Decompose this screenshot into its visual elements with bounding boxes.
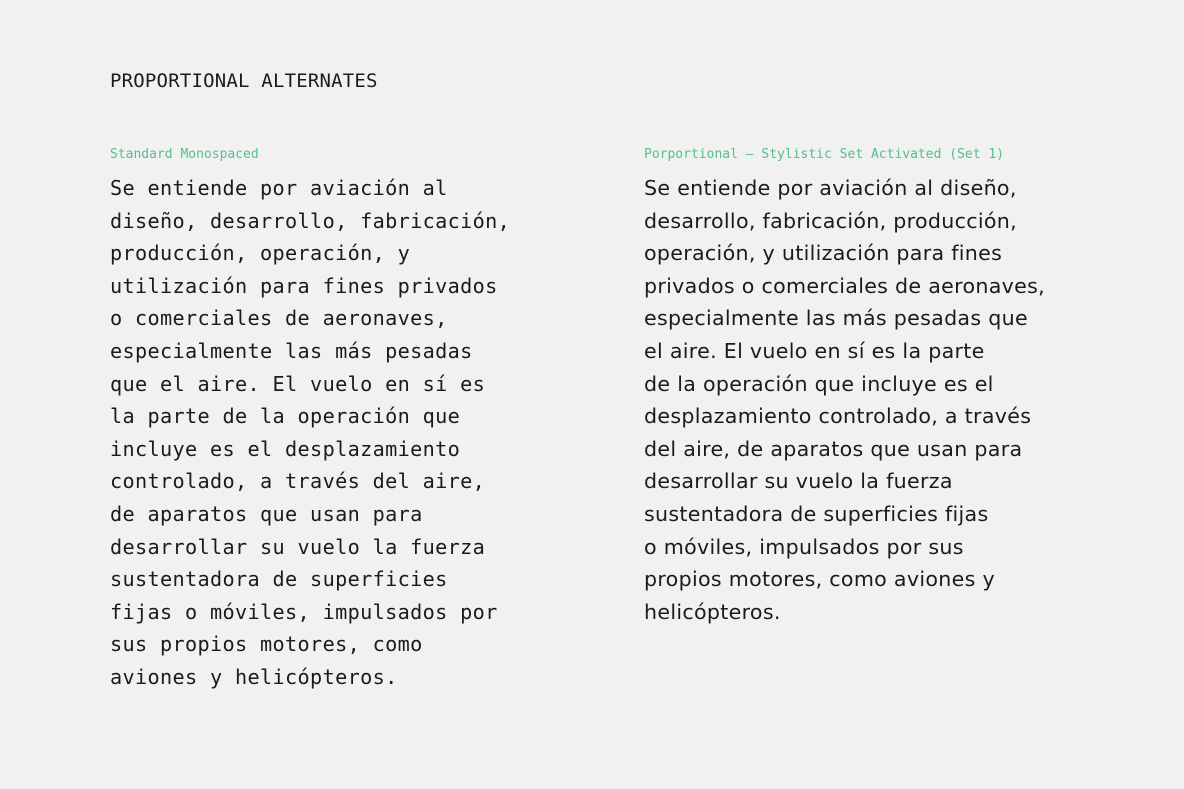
proportional-paragraph [644,172,1124,628]
paragraph-line: helicópteros. [644,599,781,624]
paragraph-line: desarrollar su vuelo la fuerza [110,534,486,559]
paragraph-line: Se entiende por aviación al [110,176,448,200]
paragraph-line: propios motores, como aviones y [644,567,995,592]
paragraph-line: especialmente las más pesadas que [644,306,1028,331]
paragraph-line: incluye es el desplazamiento [110,436,461,461]
monospaced-label: Standard Monospaced [110,147,259,162]
paragraph-line: el aire. El vuelo en sí es la parte [644,338,985,363]
paragraph-line: utilización para fines privados [110,273,498,298]
monospaced-paragraph [110,172,580,694]
paragraph-line: desarrollar su vuelo la fuerza [644,469,953,494]
proportional-label: Porportional – Stylistic Set Activated (Set 1) [644,147,1005,162]
paragraph-line: producción, operación, y [110,241,411,266]
proportional-column [644,146,1124,628]
paragraph-line: del aire, de aparatos que usan para [644,436,1023,461]
page-title: PROPORTIONAL ALTERNATES [110,70,378,92]
paragraph-line: sustentadora de superficies [110,567,448,592]
paragraph-line: que el aire. El vuelo en sí es [110,371,486,396]
monospaced-column [110,146,580,694]
paragraph-line: operación, y utilización para fines [644,241,1003,266]
paragraph-line: sustentadora de superficies fijas [644,501,989,526]
paragraph-line: o móviles, impulsados por sus [644,534,964,559]
paragraph-line: desplazamiento controlado, a través [644,404,1032,429]
paragraph-line: la parte de la operación que [110,404,461,429]
paragraph-line: aviones y helicópteros. [110,664,398,689]
paragraph-line: de la operación que incluye es el [644,371,994,396]
paragraph-line: o comerciales de aeronaves, [110,306,448,331]
paragraph-line: diseño, desarrollo, fabricación, [110,208,511,233]
paragraph-line: privados o comerciales de aeronaves, [644,273,1045,298]
paragraph-line: desarrollo, fabricación, producción, [644,208,1017,233]
paragraph-line: Se entiende por aviación al diseño, [644,176,1017,200]
paragraph-line: de aparatos que usan para [110,501,423,526]
paragraph-line: especialmente las más pesadas [110,338,473,363]
paragraph-line: sus propios motores, como [110,632,423,657]
paragraph-line: fijas o móviles, impulsados por [110,599,498,624]
paragraph-line: controlado, a través del aire, [110,469,486,494]
